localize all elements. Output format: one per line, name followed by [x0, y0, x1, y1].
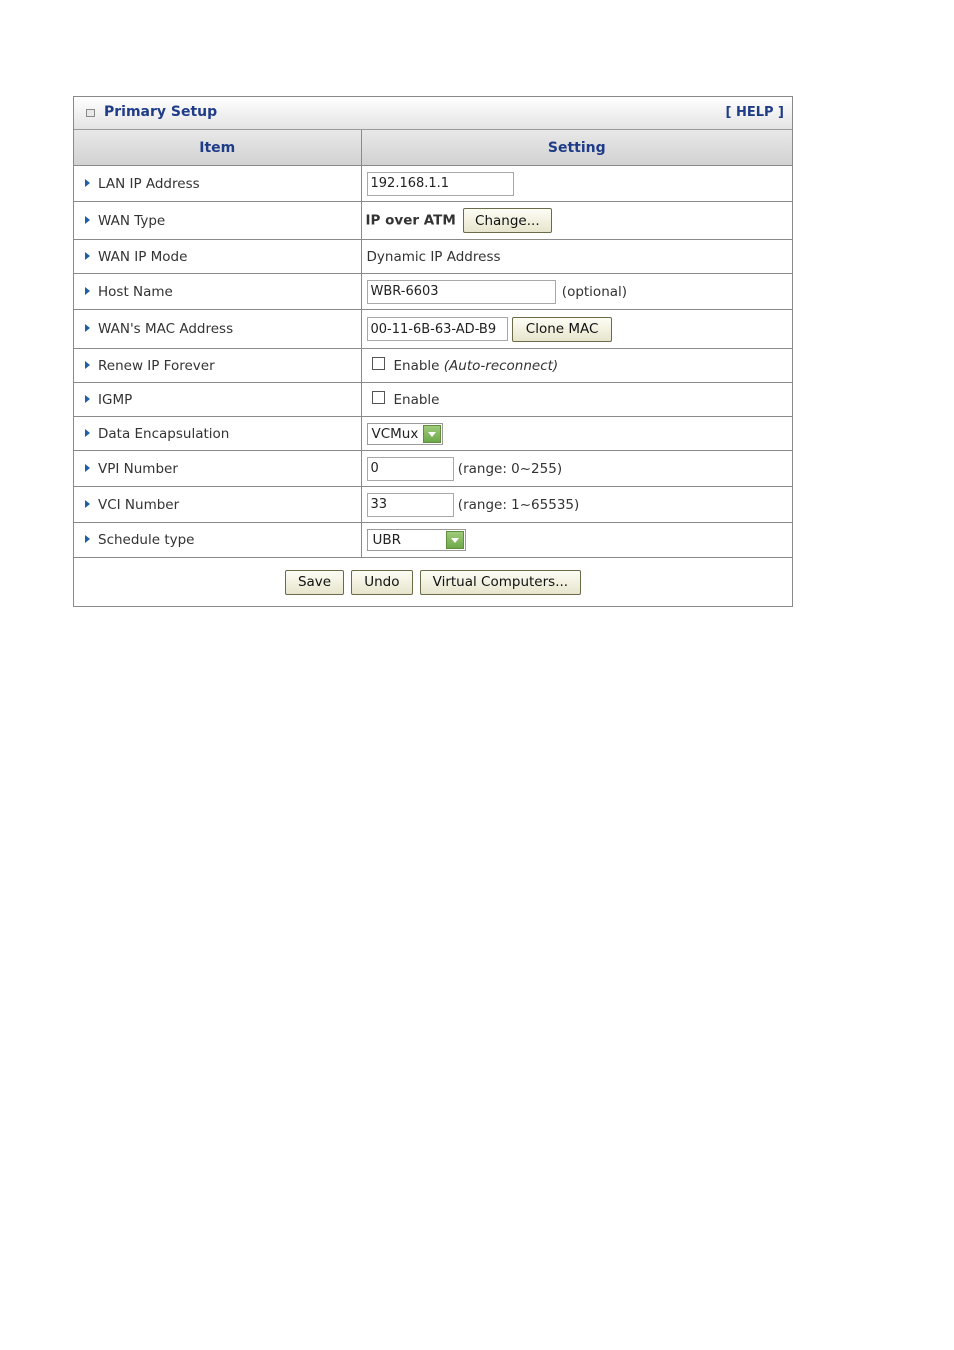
row-setting-cell [361, 240, 792, 274]
row-setting-cell [361, 310, 792, 349]
triangle-arrow-icon [85, 500, 90, 508]
host-name-note: (optional) [561, 283, 628, 300]
igmp-checkbox[interactable] [372, 391, 385, 404]
row-label-cell [74, 487, 361, 523]
column-header-item: Item [74, 130, 361, 166]
vci-input[interactable] [367, 493, 454, 517]
column-header-setting: Setting [361, 130, 792, 166]
row-setting-cell [361, 349, 792, 383]
row-label-cell [74, 274, 361, 310]
table-row [74, 487, 792, 523]
table-row [74, 240, 792, 274]
panel-titlebar [74, 97, 792, 130]
triangle-arrow-icon [85, 361, 90, 369]
table-row [74, 349, 792, 383]
wan-type-value: IP over ATM [365, 212, 456, 229]
save-button[interactable]: Save [285, 570, 344, 595]
row-label-cell [74, 349, 361, 383]
renew-ip-label: Renew IP Forever [98, 357, 215, 374]
wan-type-label: WAN Type [98, 212, 166, 229]
undo-button[interactable]: Undo [351, 570, 412, 595]
table-row [74, 202, 792, 240]
table-row [74, 383, 792, 417]
footer-cell [74, 558, 792, 607]
renew-ip-checkbox[interactable] [372, 357, 385, 370]
row-setting-cell [361, 202, 792, 240]
row-label-cell [74, 202, 361, 240]
virtual-computers-button[interactable]: Virtual Computers... [420, 570, 581, 595]
table-row [74, 274, 792, 310]
wan-mac-input[interactable] [367, 317, 508, 341]
triangle-arrow-icon [85, 287, 90, 295]
clone-mac-button[interactable]: Clone MAC [512, 317, 613, 342]
row-label-cell [74, 523, 361, 558]
footer-row [74, 558, 792, 607]
change-wan-type-button[interactable]: Change... [463, 208, 552, 233]
data-encap-label: Data Encapsulation [98, 425, 230, 442]
wan-mac-label: WAN's MAC Address [98, 321, 234, 337]
row-setting-cell [361, 487, 792, 523]
row-label-cell [74, 310, 361, 349]
triangle-arrow-icon [85, 252, 90, 260]
vci-label: VCI Number [98, 496, 180, 513]
square-bullet-icon [86, 109, 95, 117]
row-setting-cell [361, 417, 792, 451]
host-name-label: Host Name [98, 283, 173, 300]
row-label-cell [74, 417, 361, 451]
row-label-cell [74, 240, 361, 274]
panel-title: Primary Setup [104, 104, 218, 120]
triangle-arrow-icon [85, 429, 90, 437]
vpi-input[interactable] [367, 457, 454, 481]
chevron-down-icon [446, 531, 464, 549]
row-setting-cell [361, 451, 792, 487]
row-setting-cell [361, 166, 792, 202]
vpi-label: VPI Number [98, 460, 178, 477]
row-setting-cell [361, 523, 792, 558]
triangle-arrow-icon [85, 464, 90, 472]
help-link[interactable]: [ HELP ] [725, 105, 784, 120]
wan-ip-mode-value: Dynamic IP Address [366, 248, 501, 265]
row-label-cell [74, 166, 361, 202]
row-label-cell [74, 383, 361, 417]
data-encap-select[interactable] [367, 423, 443, 445]
schedule-type-select[interactable] [367, 529, 466, 551]
primary-setup-panel [73, 96, 793, 607]
host-name-input[interactable] [367, 280, 556, 304]
renew-ip-note: (Auto-reconnect) [443, 357, 559, 374]
lan-ip-label: LAN IP Address [98, 175, 200, 192]
wan-ip-mode-label: WAN IP Mode [98, 248, 188, 265]
settings-table [74, 130, 792, 606]
table-row [74, 451, 792, 487]
schedule-type-selected: UBR [372, 532, 402, 548]
triangle-arrow-icon [85, 216, 90, 224]
row-label-cell [74, 451, 361, 487]
triangle-arrow-icon [85, 324, 90, 332]
table-header-row [74, 130, 792, 166]
igmp-label: IGMP [98, 391, 133, 408]
row-setting-cell [361, 274, 792, 310]
chevron-down-icon [423, 425, 441, 443]
renew-ip-enable-label: Enable [393, 357, 440, 374]
table-row [74, 310, 792, 349]
vci-note: (range: 1~65535) [457, 496, 580, 513]
schedule-type-label: Schedule type [98, 532, 195, 548]
table-row [74, 417, 792, 451]
triangle-arrow-icon [85, 535, 90, 543]
table-row [74, 166, 792, 202]
triangle-arrow-icon [85, 395, 90, 403]
triangle-arrow-icon [85, 179, 90, 187]
vpi-note: (range: 0~255) [457, 460, 563, 477]
igmp-enable-label: Enable [393, 391, 440, 408]
row-setting-cell [361, 383, 792, 417]
table-row [74, 523, 792, 558]
lan-ip-input[interactable] [367, 172, 514, 196]
data-encap-selected: VCMux [371, 425, 419, 442]
